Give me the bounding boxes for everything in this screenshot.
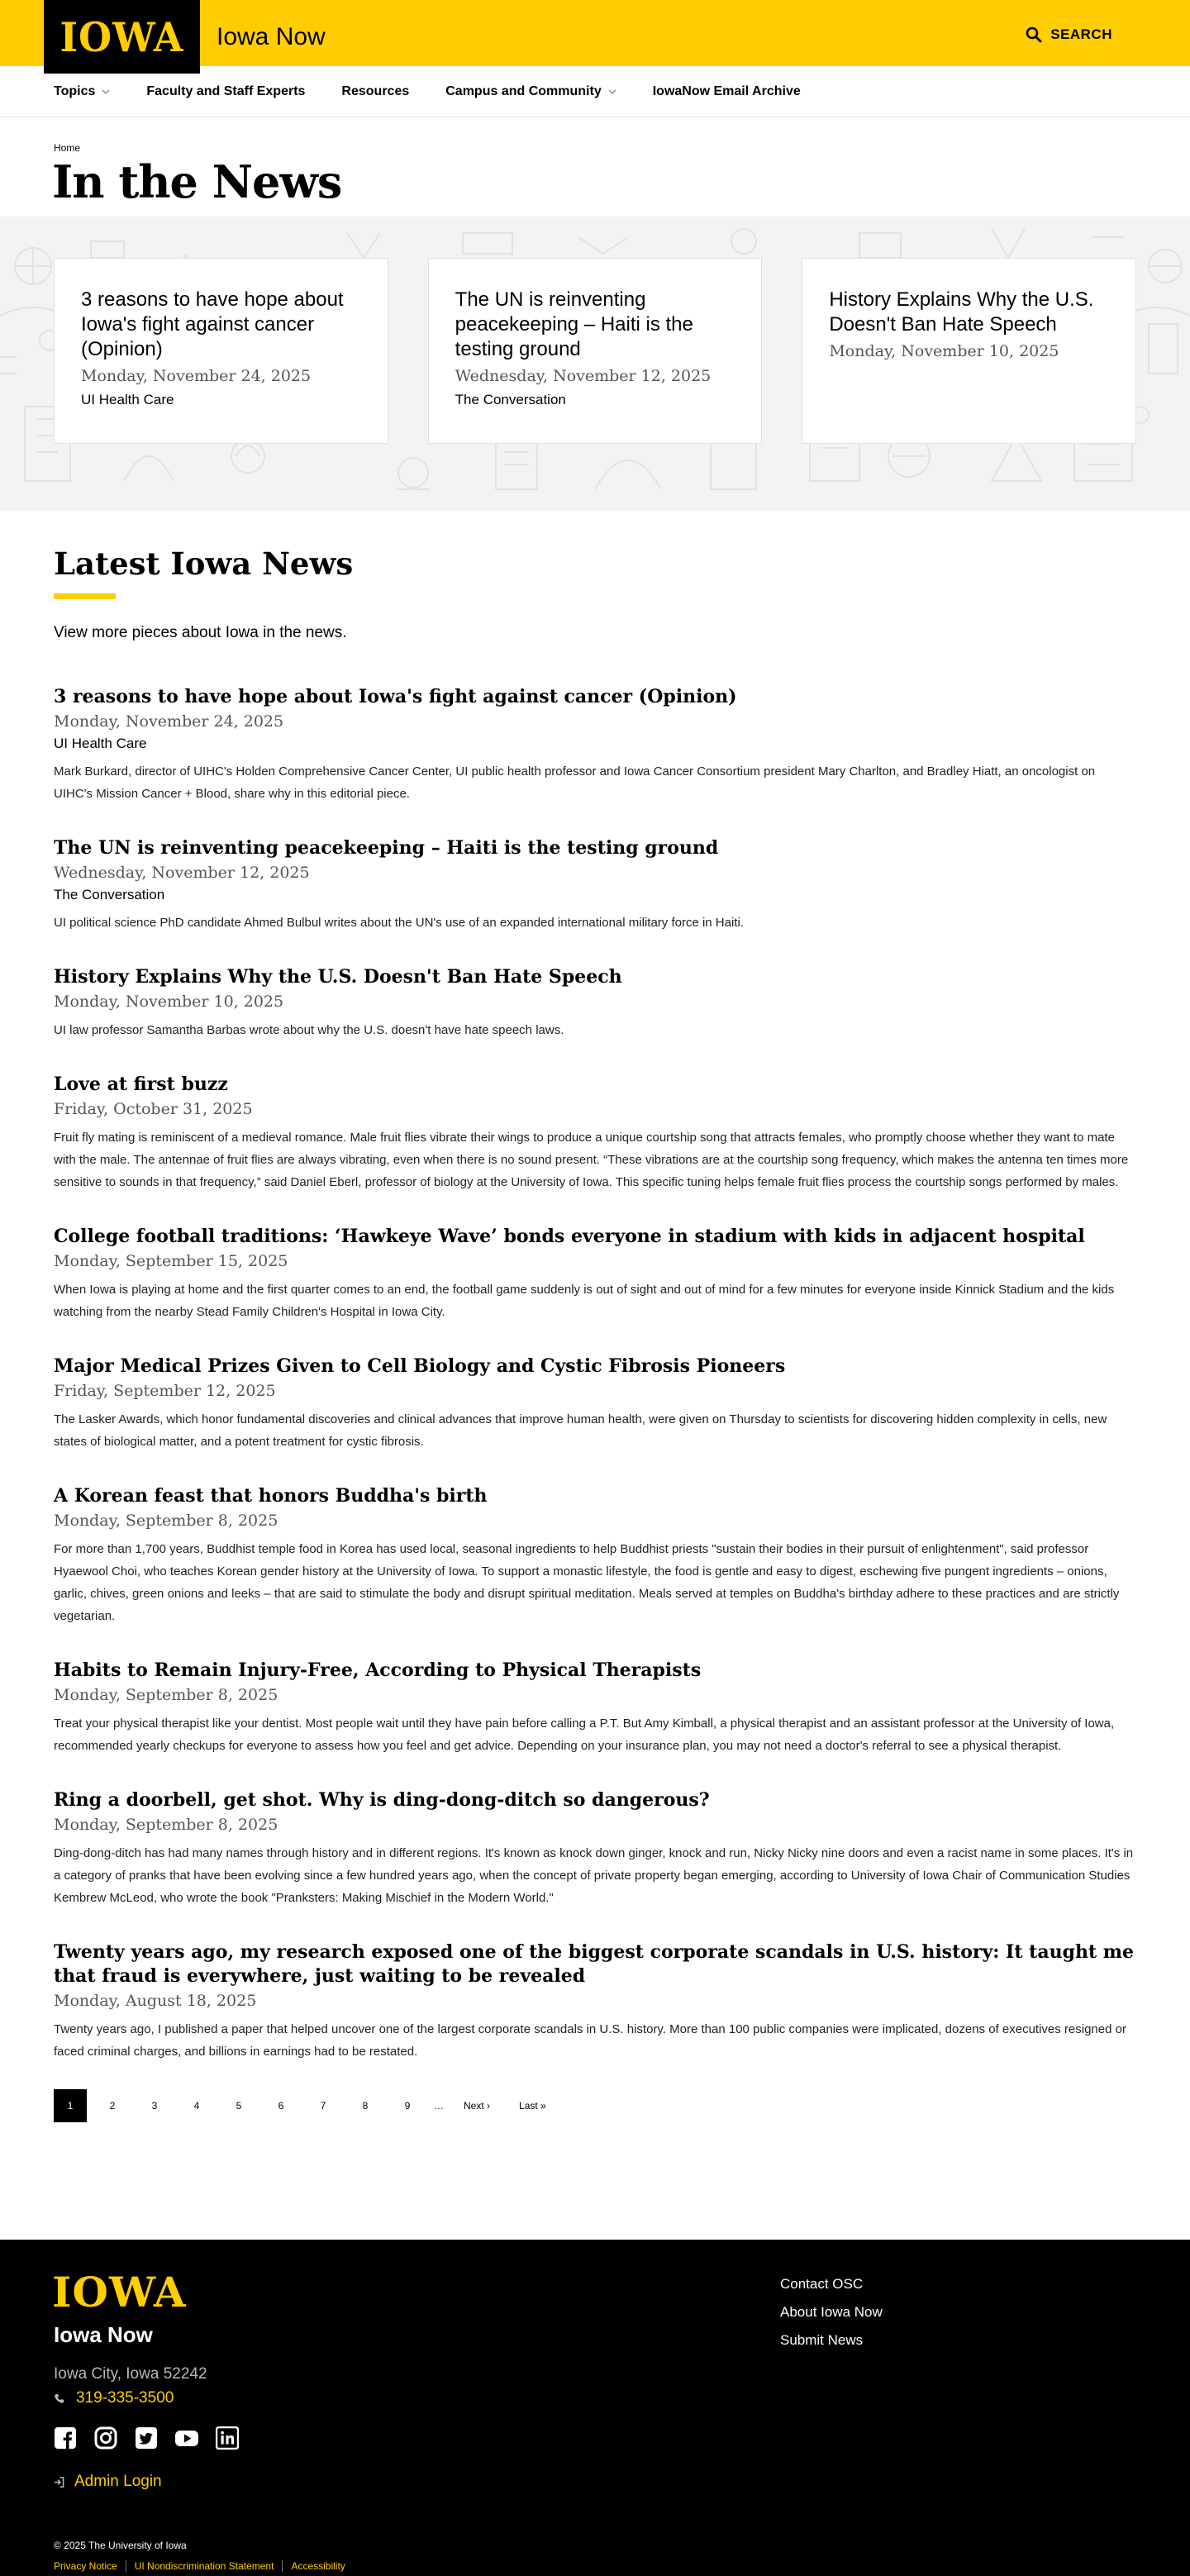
article-summary: For more than 1,700 years, Buddhist temple food in Korea has used local, seasonal ingredients to help Buddhist priests "sustain their bodies in their pursuit of enlightenment", said professor Hyaewool Choi, who teaches Korean gender history at the University of Iowa. To support a monastic lifestyle, the food is gentle and easy to digest, eschewing five pungent ingredients – onions, garlic, chives, green onions and leeks – that are said to stimulate the body and disrupt spiritual meditation. Meals served at temples on Buddha's birthday adhere to these practices and are strictly vegetarian. (54, 1542, 1120, 1623)
nav-faculty-staff-experts[interactable] (146, 84, 305, 99)
list-item (54, 685, 1136, 805)
article-title-link[interactable]: History Explains Why the U.S. Doesn't Ban Hate Speech (54, 966, 622, 988)
article-summary: UI political science PhD candidate Ahmed Bulbul writes about the UN's use of an expanded international military force in Haiti. (54, 916, 744, 930)
list-item (54, 1940, 1136, 2063)
article-title-link[interactable]: 3 reasons to have hope about Iowa's fight against cancer (Opinion) (54, 686, 737, 707)
article-date: Monday, August 18, 2025 (54, 1992, 257, 2010)
article-date: Monday, September 8, 2025 (54, 1512, 278, 1530)
article-summary: Treat your physical therapist like your dentist. Most people wait until they have pain before calling a P.T. But Amy Kimball, a physical therapist and an assistant professor at the University of Iowa, recommended yearly checkups for everyone to assess how you feel and get advice. Depending on your insurance plan, you may not need a doctor's referral to see a physical therapist. (54, 1717, 1115, 1753)
article-title-link[interactable]: Ring a doorbell, get shot. Why is ding-dong-ditch so dangerous? (54, 1789, 710, 1811)
article-date: Monday, September 8, 2025 (54, 1686, 278, 1704)
list-item (54, 1484, 1136, 1627)
article-summary: When Iowa is playing at home and the first quarter comes to an end, the football game suddenly is out of sight and out of mind for a few minutes for everyone inside Kinnick Stadium and the kids watching from the nearby Stead Family Children's Hospital in Iowa City. (54, 1283, 1115, 1319)
page-1[interactable]: 1 (54, 2089, 87, 2122)
list-item (54, 836, 1136, 934)
instagram-icon[interactable] (94, 2426, 117, 2450)
pagination (54, 2089, 1136, 2122)
about-iowa-now-link[interactable]: About Iowa Now (780, 2304, 883, 2320)
article-summary: Fruit fly mating is reminiscent of a medieval romance. Male fruit flies vibrate their wings to produce a unique courtship song that attracts females, who promptly choose whether they want to mate with the male. The antennae of fruit flies are always vibrating, even when there is no sound present. “These vibrations are at the courtship song frequency, which makes the antenna ten times more sensitive to sounds in that frequency,” said Daniel Eberl, professor of biology at the University of Iowa. This specific tuning helps female fruit flies process the courtship songs performed by males. (54, 1131, 1129, 1189)
page-4[interactable]: 4 (193, 2100, 200, 2112)
article-date: Monday, November 10, 2025 (54, 993, 284, 1011)
section-heading: Latest Iowa News (54, 545, 354, 582)
page-2[interactable]: 2 (109, 2100, 116, 2112)
list-item (54, 1355, 1136, 1453)
footer-logo[interactable]: IOWA (52, 2268, 187, 2316)
card-date: Monday, November 24, 2025 (81, 367, 312, 385)
article-title-link[interactable]: A Korean feast that honors Buddha's birth (54, 1485, 488, 1507)
article-date: Friday, September 12, 2025 (54, 1382, 276, 1400)
card-source: UI Health Care (81, 392, 174, 407)
pager-ellipsis: … (434, 2100, 444, 2112)
nav-campus-community[interactable] (445, 84, 616, 99)
iowa-logo[interactable] (44, 0, 200, 74)
article-summary: UI law professor Samantha Barbas wrote about why the U.S. doesn't have hate speech laws. (54, 1023, 564, 1037)
search-button[interactable] (1026, 26, 1112, 43)
footer-phone-link[interactable] (54, 2389, 174, 2407)
site-name[interactable]: Iowa Now (217, 23, 326, 50)
legal-links (54, 2560, 354, 2572)
card-title[interactable]: The UN is reinventing peacekeeping – Haiti is the testing ground (455, 288, 693, 360)
page-7[interactable]: 7 (320, 2100, 326, 2112)
section-intro: View more pieces about Iowa in the news. (54, 624, 347, 641)
footer-site-name: Iowa Now (54, 2322, 153, 2347)
article-source: The Conversation (54, 887, 165, 902)
page-8[interactable]: 8 (362, 2100, 369, 2112)
sign-in-icon (54, 2477, 64, 2488)
featured-card[interactable] (428, 258, 763, 444)
article-summary: Mark Burkard, director of UIHC's Holden Comprehensive Cancer Center, UI public health professor and Iowa Cancer Consortium president Mary Charlton, and Bradley Hiatt, an oncologist on UIHC's Mission Cancer + Blood, share why in this editorial piece. (54, 764, 1096, 801)
featured-card[interactable] (54, 258, 388, 444)
card-source: The Conversation (455, 392, 566, 407)
footer-links (780, 2276, 883, 2349)
admin-login-label: Admin Login (74, 2473, 162, 2490)
phone-number: 319-335-3500 (76, 2389, 174, 2407)
article-summary: The Lasker Awards, which honor fundamental discoveries and clinical advances that improve human health, were given on Thursday to scientists for discovering hidden complexity in cells, new states of biological matter, and a potent treatment for cystic fibrosis. (54, 1412, 1107, 1449)
site-header (0, 0, 1190, 66)
list-item (54, 1225, 1136, 1323)
page-title: In the News (52, 155, 342, 208)
nav-label: Topics (54, 83, 96, 98)
card-date: Wednesday, November 12, 2025 (455, 367, 712, 385)
article-date: Friday, October 31, 2025 (54, 1100, 253, 1118)
article-title-link[interactable]: Major Medical Prizes Given to Cell Biology and Cystic Fibrosis Pioneers (54, 1355, 786, 1377)
article-date: Monday, September 8, 2025 (54, 1816, 278, 1834)
article-title-link[interactable]: College football traditions: ‘Hawkeye Wave’ bonds everyone in stadium with kids in adjacent hospital (54, 1226, 1085, 1247)
site-footer (0, 2240, 1190, 2576)
nav-email-archive[interactable] (653, 84, 801, 99)
chevron-down-icon (608, 88, 616, 96)
logo-text: IOWA (60, 13, 184, 60)
article-title-link[interactable]: Twenty years ago, my research exposed one of the biggest corporate scandals in U.S. history: It taught me that fraud is everywhere, just waiting to be revealed (54, 1941, 1135, 1987)
list-item (54, 1788, 1136, 1909)
twitter-icon[interactable] (135, 2426, 158, 2450)
search-icon (1026, 26, 1042, 43)
card-date: Monday, November 10, 2025 (829, 342, 1059, 360)
page-3[interactable]: 3 (151, 2100, 158, 2112)
article-date: Wednesday, November 12, 2025 (54, 864, 310, 882)
last-page-button[interactable]: Last » (519, 2100, 546, 2112)
article-title-link[interactable]: Love at first buzz (54, 1074, 228, 1095)
breadcrumb-home[interactable]: Home (54, 142, 81, 154)
social-links (54, 2426, 239, 2450)
accessibility-link[interactable]: Accessibility (282, 2560, 353, 2572)
list-item (54, 1659, 1136, 1757)
chevron-down-icon (102, 88, 110, 96)
nav-label: Faculty and Staff Experts (146, 83, 306, 98)
nav-label: Campus and Community (445, 83, 602, 98)
article-title-link[interactable]: Habits to Remain Injury-Free, According to Physical Therapists (54, 1659, 702, 1681)
next-page-button[interactable]: Next › (464, 2100, 491, 2112)
search-label: SEARCH (1050, 26, 1112, 42)
copyright: © 2025 The University of Iowa (54, 2540, 187, 2551)
page-5[interactable]: 5 (236, 2100, 242, 2112)
nav-label: Resources (341, 83, 410, 98)
list-item (54, 965, 1136, 1041)
submit-news-link[interactable]: Submit News (780, 2332, 864, 2348)
youtube-icon[interactable] (175, 2426, 198, 2450)
contact-osc-link[interactable]: Contact OSC (780, 2276, 864, 2292)
phone-icon (54, 2393, 64, 2404)
nondiscrimination-link[interactable]: UI Nondiscrimination Statement (126, 2560, 283, 2572)
card-title[interactable]: 3 reasons to have hope about Iowa's fight against cancer (Opinion) (81, 288, 344, 360)
article-summary: Twenty years ago, I published a paper that helped uncover one of the largest corporate scandals in U.S. history. More than 100 public companies were implicated, dozens of executives resigned or faced criminal charges, and billions in earnings had to be restated. (54, 2022, 1126, 2059)
footer-address: Iowa City, Iowa 52242 (54, 2365, 207, 2383)
privacy-notice-link[interactable]: Privacy Notice (54, 2560, 117, 2572)
nav-topics[interactable] (54, 84, 110, 99)
main-nav (0, 66, 1190, 117)
article-summary: Ding-dong-ditch has had many names through history and in different regions. It's known as knock down ginger, knock and run, Nicky Nicky nine doors and even a racist name in some places. It's in a category of pranks that have been evolving since a few hundred years ago, when the concept of private property began emerging, according to University of Iowa Chair of Communication Studies Kembrew McLeod, who wrote the book "Pranksters: Making Mischief in the Modern World." (54, 1846, 1134, 1905)
facebook-icon[interactable] (54, 2426, 77, 2450)
page-9[interactable]: 9 (404, 2100, 411, 2112)
linkedin-icon[interactable] (216, 2426, 239, 2450)
latest-news-section (54, 545, 1136, 2122)
article-date: Monday, November 24, 2025 (54, 712, 284, 731)
nav-label: IowaNow Email Archive (652, 83, 801, 98)
heading-underline (54, 593, 116, 599)
article-date: Monday, September 15, 2025 (54, 1252, 288, 1270)
featured-card[interactable] (802, 258, 1136, 444)
article-title-link[interactable]: The UN is reinventing peacekeeping – Haiti is the testing ground (54, 837, 719, 859)
admin-login-link[interactable] (54, 2473, 162, 2491)
page-6[interactable]: 6 (278, 2100, 284, 2112)
featured-cards (54, 258, 1136, 444)
article-list (54, 685, 1136, 2063)
nav-resources[interactable] (341, 84, 409, 99)
card-title[interactable]: History Explains Why the U.S. Doesn't Ban Hate Speech (829, 288, 1094, 336)
list-item (54, 1073, 1136, 1193)
article-source: UI Health Care (54, 736, 147, 751)
